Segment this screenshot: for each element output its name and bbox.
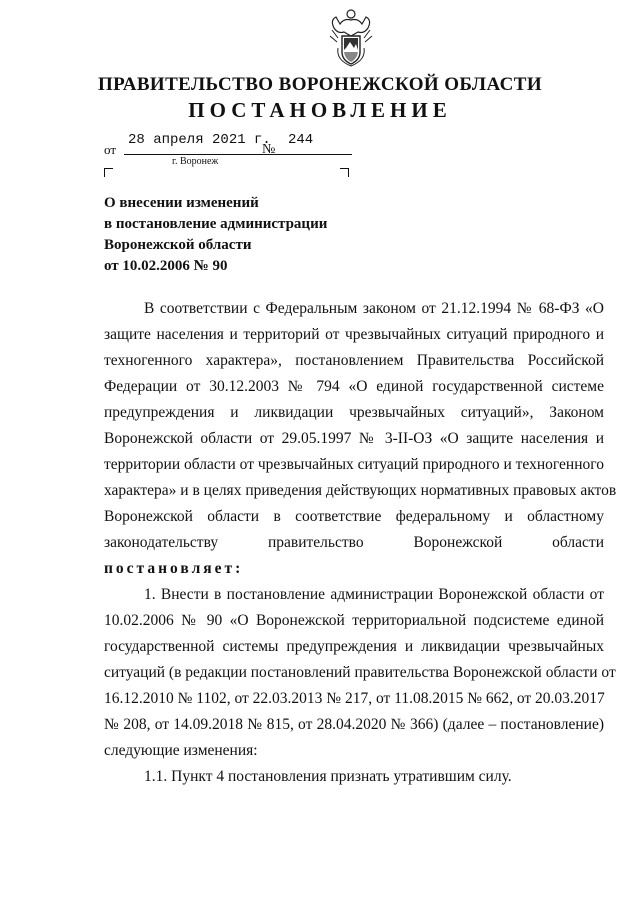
subject-line: Воронежской области [104,237,252,253]
body-line: государственной системы предупреждения и ликвидации чрезвычайных [104,638,604,655]
document-city: г. Воронеж [172,156,219,167]
body-line: защите населения и территорий от чрезвычайных ситуаций природного и [104,326,604,343]
corner-bracket-right [340,168,349,177]
body-line: следующие изменения: [104,742,258,759]
body-line: Федерации от 30.12.2003 № 794 «О единой государственной системе [104,378,604,395]
date-from-label: от [104,142,117,157]
dateline [104,132,364,172]
body-line: территории области от чрезвычайных ситуаций природного и техногенного [104,456,604,473]
resolves-word: постановляет: [104,560,244,577]
body-line: Воронежской области от 29.05.1997 № 3-II-ОЗ «О защите населения и [104,430,604,447]
corner-bracket-left [104,168,113,177]
government-title: ПРАВИТЕЛЬСТВО ВОРОНЕЖСКОЙ ОБЛАСТИ [97,74,543,95]
body-line: законодательству правительство Воронежской области [104,534,604,551]
body-line: техногенного характера», постановлением Правительства Российской [104,352,604,369]
document-subject [104,193,327,277]
document-body [104,296,617,790]
subject-line: от 10.02.2006 № 90 [104,258,228,274]
coat-of-arms-emblem [328,8,374,68]
body-line: предупреждения и ликвидации чрезвычайных ситуаций», Законом [104,404,604,421]
body-line: характера» и в целях приведения действующих нормативных правовых актов [104,482,617,499]
document-date: 28 апреля 2021 г. [128,132,271,148]
number-underline [282,154,352,155]
body-line: № 208, от 14.09.2018 № 815, от 28.04.2020 № 366) (далее – постановление) [104,716,604,733]
subject-line: в постановление администрации [104,216,328,232]
body-line: ситуаций (в редакции постановлений правительства Воронежской области от [104,664,616,681]
body-line: Воронежской области в соответствие федеральному и областному [104,508,604,525]
number-label: № [262,142,276,157]
document-type-title: ПОСТАНОВЛЕНИЕ [188,98,452,122]
body-line: В соответствии с Федеральным законом от 21.12.1994 № 68-ФЗ «О [144,300,604,317]
subject-line: О внесении изменений [104,195,259,211]
body-line: 10.02.2006 № 90 «О Воронежской территориальной подсистеме единой [104,612,604,629]
body-line: 1.1. Пункт 4 постановления признать утратившим силу. [144,768,512,785]
document-number: 244 [288,132,314,148]
body-line: 1. Внести в постановление администрации Воронежской области от [144,586,604,603]
body-line: 16.12.2010 № 1102, от 22.03.2013 № 217, от 11.08.2015 № 662, от 20.03.2017 [104,690,605,707]
